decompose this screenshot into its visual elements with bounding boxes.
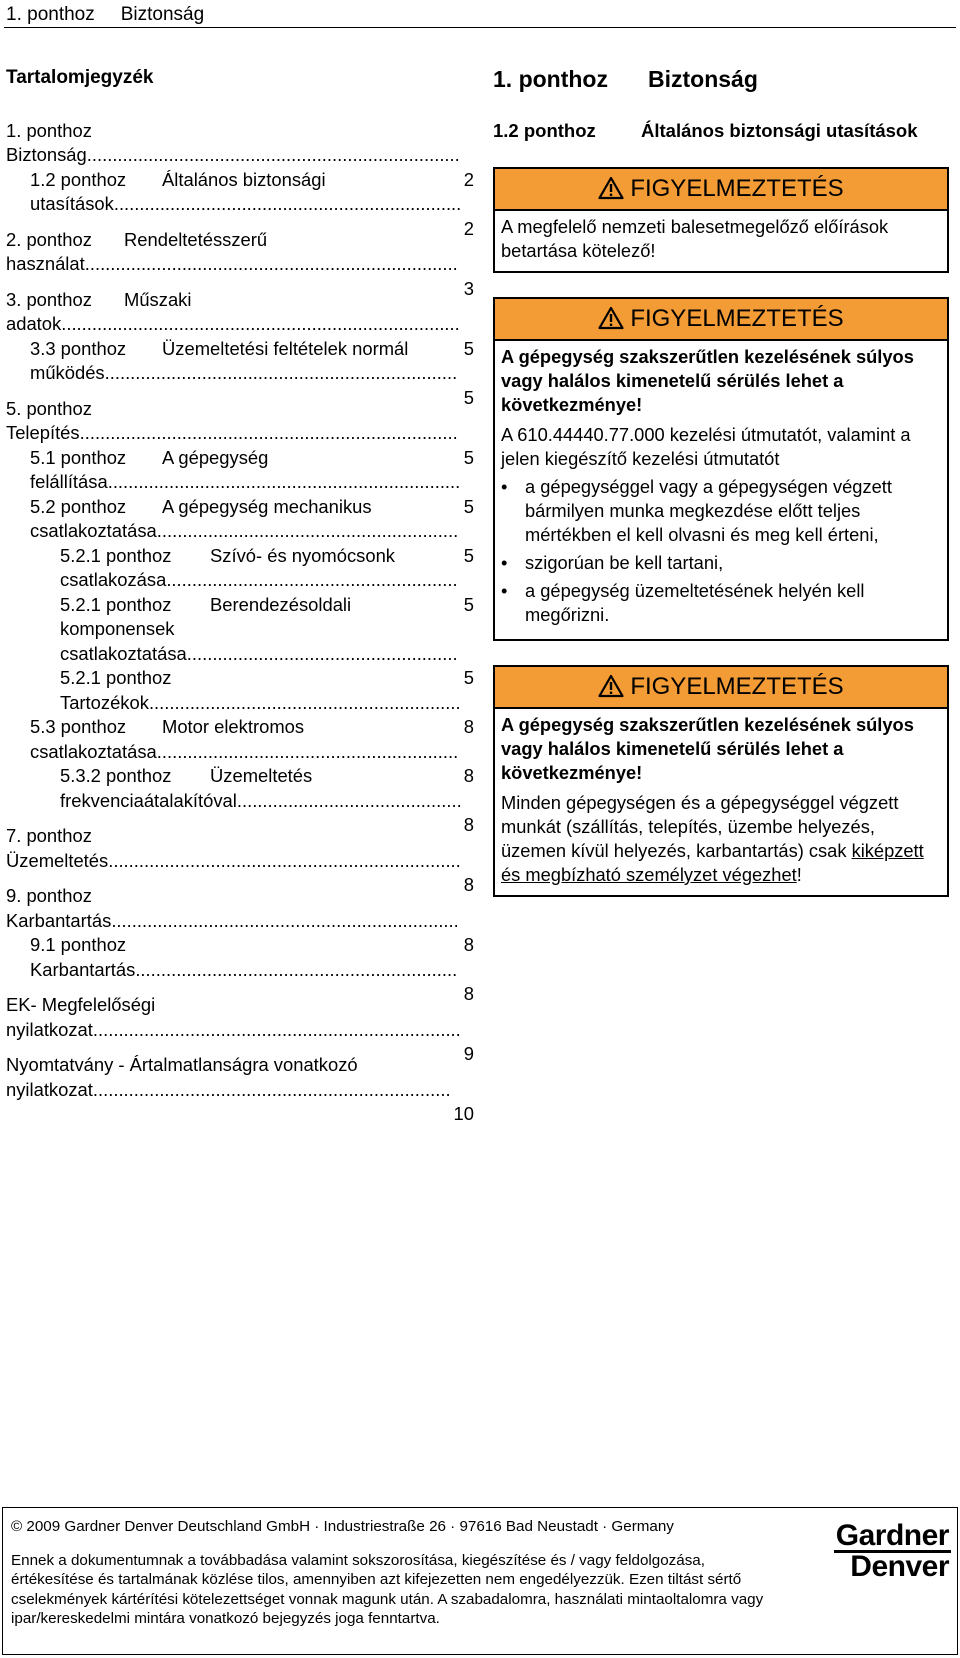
toc-leader-dots: .............................................................................. [61,313,460,334]
toc-entry-number: 5.2.1 ponthoz [60,593,172,615]
header-rule [4,27,956,28]
toc-entry-title: Karbantartás [6,909,112,931]
toc-leader-dots: ...................................................................... [92,1078,451,1100]
footer-copyright: © 2009 Gardner Denver Deutschland GmbH · Industriestraße 26 · 97616 Bad Neustadt · Germany [11,1518,674,1535]
toc-entry-title: Rendeltetésszerű használat [6,228,268,274]
toc-entry-number: 5.2 ponthoz [30,495,127,517]
toc-entry-page: 8 [463,716,474,737]
warning-box [493,297,949,641]
toc-entry-number: 9. ponthoz [6,885,92,906]
toc-leader-dots: ........................................................... [156,740,459,762]
toc-leader-dots: ..................................................................... [104,362,458,383]
warning-triangle-icon [598,176,624,200]
toc-entry-title: Motor elektromos csatlakoztatása [30,716,305,762]
toc-entry-title: Tartozékok [60,691,149,713]
toc-leader-dots: ........................................................................ [92,1018,461,1040]
toc-entry-page: 5 [463,593,474,615]
toc-entry-page: 5 [463,446,474,468]
toc-entry-number: 5.2.1 ponthoz [60,544,172,566]
warning-triangle-icon [598,306,624,330]
footer-text [11,1517,771,1629]
toc-entry-title: Általános biztonsági utasítások [30,168,326,214]
header-section-number: 1. ponthoz [6,4,95,25]
toc-entry-number: 5.2.1 ponthoz [60,667,172,688]
toc-leader-dots: ............................................................... [135,958,458,980]
toc-entry-number: 1.2 ponthoz [30,168,127,190]
toc-entry-page: 8 [463,765,474,786]
logo-line-1: Gardner [835,1519,949,1552]
toc-title: Tartalomjegyzék [6,67,154,88]
toc-entry-title: A gépegység mechanikus csatlakoztatása [30,495,372,541]
toc-entry-title: Üzemeltetés frekvenciaátalakítóval [60,765,313,811]
toc-list [6,119,474,1124]
toc-leader-dots: ............................................................. [148,691,461,713]
toc-entry-page: 8 [463,814,474,835]
toc-entry-title: A gépegység felállítása [30,446,269,492]
toc-entry-page: 5 [463,337,474,359]
toc-entry-page: 5 [463,544,474,566]
warning-text [501,791,941,887]
toc-entry-page: 8 [463,983,474,1004]
warning-title: FIGYELMEZTETÉS [630,673,844,700]
toc-leader-dots: ............................................ [236,789,462,811]
toc-entry-page: 5 [463,667,474,688]
toc-entry-title: Műszaki adatok [6,288,192,334]
safety-section [493,66,949,897]
subsection-heading [493,119,949,143]
toc-entry-number: 1. ponthoz [6,119,92,141]
page-header [6,4,230,26]
header-section-title: Biztonság [120,4,205,25]
toc-entry[interactable] [6,824,474,895]
toc-entry[interactable] [6,764,474,835]
section-heading [493,66,949,93]
toc-leader-dots: ......................................................................... [86,144,460,165]
toc-entry[interactable] [6,168,474,239]
footer-legal-notice: Ennek a dokumentumnak a továbbadása valamint sokszorosítása, kiegészítése és / vagy feldolgozása, értékesítése és tartalmának közlése tilos, amennyiben azt kifejezetten nem engedélyezzük. Ezen tiltást sértő cselekmények kártérítési kötelezettséget vonnak magunk után. A szabadalomra, használati mintaoltalomra vagy ipar/kereskedelmi mintára vonatkozó bejegyzés joga fenntartva. [11,1551,764,1628]
list-item: • a gépegység üzemeltetésének helyén kell megőrizni. [525,579,941,627]
warning-body [495,709,947,895]
toc-entry-page: 5 [463,495,474,517]
warning-header [495,667,947,709]
toc-leader-dots: .................................................................... [113,193,462,214]
toc-entry-page: 8 [463,874,474,895]
toc-entry-title: Karbantartás [30,958,136,980]
toc-entry-number: 9.1 ponthoz [30,934,127,955]
toc-entry-number: 5.3 ponthoz [30,716,127,737]
toc-entry[interactable] [6,933,474,1004]
toc-leader-dots: ..................................................................... [107,471,461,492]
toc-entry-title: Üzemeltetés [6,849,109,871]
toc-entry[interactable] [6,993,474,1064]
subsection-heading-number: 1.2 ponthoz [493,120,596,141]
toc-entry-page: 9 [463,1043,474,1064]
list-item: • szigorúan be kell tartani, [525,551,941,575]
toc-entry-title: Telepítés [6,422,80,443]
warning-title: FIGYELMEZTETÉS [630,305,844,332]
warning-emphasis: A gépegység szakszerűtlen kezelésének súlyos vagy halálos kimenetelű sérülés lehet a következménye! [501,346,914,415]
toc-leader-dots: .................................................................... [111,909,459,931]
toc-entry-title: Berendezésoldali komponensek csatlakoztatása [60,593,352,664]
toc-entry-number: 7. ponthoz [6,825,92,846]
toc-entry-number: 3.3 ponthoz [30,337,127,359]
toc-entry-page: 2 [463,217,474,239]
list-item: • a gépegységgel vagy a gépegységen végzett bármilyen munka megkezdése előtt teljes mértékben el kell olvasni és meg kell érteni, [525,475,941,547]
gardner-denver-logo [783,1519,951,1583]
toc-entry-title: EK- Megfelelőségi nyilatkozat [6,994,156,1040]
toc-entry-page: 2 [463,168,474,190]
warning-box [493,665,949,897]
toc-leader-dots: ..................................................... [186,642,458,664]
logo-line-2: Denver [850,1550,949,1583]
toc-entry-page: 10 [453,1103,474,1124]
section-heading-number: 1. ponthoz [493,66,608,92]
section-heading-title: Biztonság [647,66,758,92]
warning-title: FIGYELMEZTETÉS [630,175,844,202]
toc-entry-number: 5. ponthoz [6,397,92,419]
underlined-text: kiképzett és megbízható személyzet végezhet [501,840,924,885]
subsection-heading-title: Általános biztonsági utasítások [641,120,918,141]
page-footer [2,1507,958,1655]
toc-entry[interactable] [6,544,474,615]
warning-box [493,167,949,273]
toc-entry-number: 5.1 ponthoz [30,446,127,468]
warning-body [495,341,947,639]
table-of-contents [6,66,474,1124]
toc-leader-dots: ......................................................... [166,569,458,590]
toc-entry-page: 5 [463,386,474,408]
warning-emphasis: A gépegység szakszerűtlen kezelésének súlyos vagy halálos kimenetelű sérülés lehet a következménye! [501,714,914,783]
toc-leader-dots: ......................................................................... [84,253,458,274]
toc-entry-number: 2. ponthoz [6,228,92,250]
warning-bullet-list [501,475,941,627]
warning-triangle-icon [598,674,624,698]
toc-entry[interactable] [6,1053,474,1124]
toc-entry[interactable] [6,593,474,688]
warning-text: A megfelelő nemzeti balesetmegelőző előírások betartása kötelező! [501,216,889,261]
toc-entry-page: 3 [463,277,474,299]
toc-leader-dots: .......................................................................... [79,422,458,443]
toc-entry-page: 8 [463,934,474,955]
toc-leader-dots: ........................................................... [156,520,459,541]
warning-header [495,299,947,341]
toc-entry-title: Szívó- és nyomócsonk csatlakozása [60,544,396,590]
toc-entry-number: 3. ponthoz [6,288,92,310]
warning-text-start: Minden gépegységen és a gépegységgel végzett munkát (szállítás, telepítés, üzembe helyezés, üzemen kívül helyezés, karbantartás) csak [501,792,899,861]
toc-entry-title: Nyomtatvány - Ártalmatlanságra vonatkozó nyilatkozat [6,1054,358,1100]
toc-leader-dots: ..................................................................... [108,849,461,871]
warning-text: A 610.44440.77.000 kezelési útmutatót, valamint a jelen kiegészítő kezelési útmutatót [501,424,911,469]
toc-entry-title: Üzemeltetési feltételek normál működés [30,337,409,383]
toc-entry-number: 5.3.2 ponthoz [60,765,172,786]
toc-entry-title: Biztonság [6,144,87,165]
warning-text-end: ! [796,864,802,885]
warning-body [495,211,947,271]
warning-header [495,169,947,211]
